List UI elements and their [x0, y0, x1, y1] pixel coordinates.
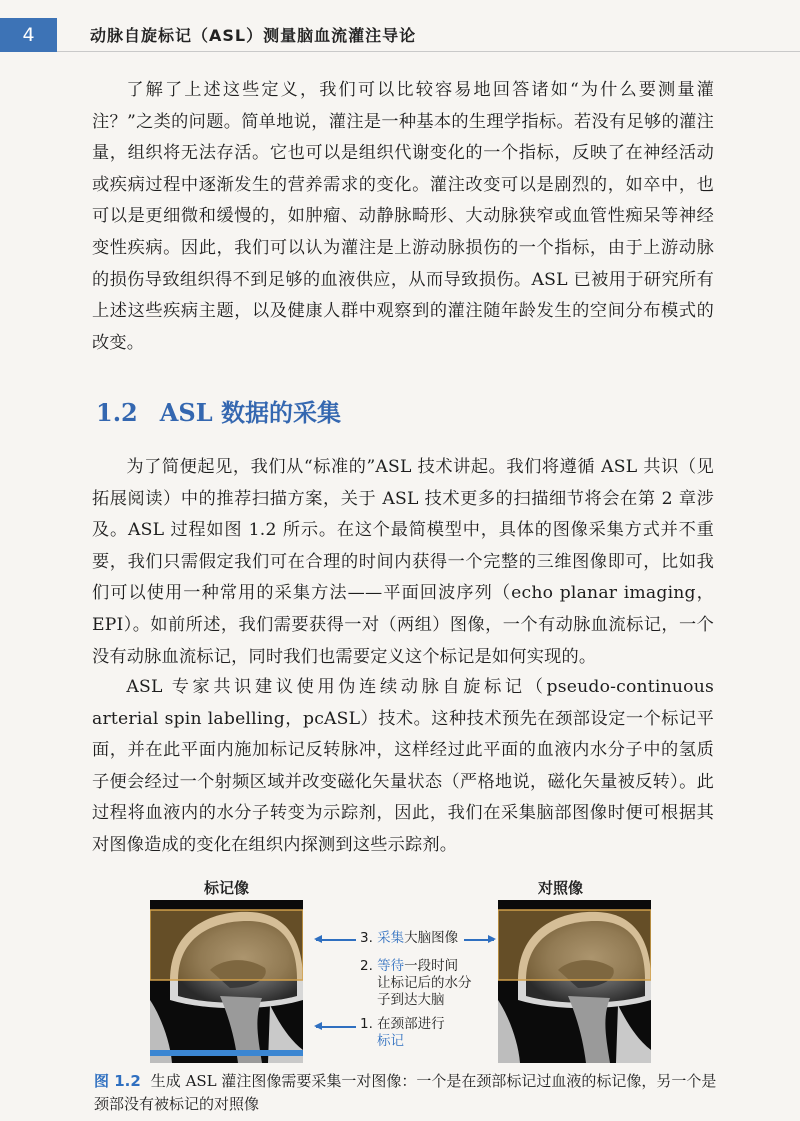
running-title: 动脉自旋标记（ASL）测量脑血流灌注导论 — [90, 26, 417, 45]
step1-arrow — [316, 1026, 356, 1028]
step2-text — [360, 958, 472, 1009]
paragraph-perfusion-definition: 了解了上述这些定义，我们可以比较容易地回答诸如“为什么要测量灌注？”之类的问题。简单地说，灌注是一种基本的生理学指标。若没有足够的灌注量，组织将无法存活。它也可以是组织代谢变化的一个指标，反映了在神经活动或疾病过程中逐渐发生的营养需求的变化。灌注改变可以是剧烈的，如卒中，也可以是更细微和缓慢的，如肿瘤、动静脉畸形、大动脉狭窄或血管性痴呆等神经变性疾病。因此，我们可以认为灌注是上游动脉损伤的一个指标，由于上游动脉的损伤导致组织得不到足够的血液供应，从而导致损伤。ASL 已被用于研究所有上述这些疾病主题，以及健康人群中观察到的灌注随年龄发生的空间分布模式的改变。 — [92, 80, 714, 353]
paragraph-pcasl: ASL 专家共识建议使用伪连续动脉自旋标记（pseudo-continuous arterial spin labelling，pcASL）技术。这种技术预先在颈部设定一个标记平面，并在此平面内施加标记反转脉冲，这样经过此平面的血液内水分子中的氢质子便会经过一个射频区域并改变磁化矢量状态（严格地说，磁化矢量被反转）。此过程将血液内的水分子转变为示踪剂，因此，我们在采集脑部图像时便可根据其对图像造成的变化在组织内探测到这些示踪剂。 — [92, 677, 714, 855]
step3-keyword: 采集 — [377, 930, 405, 946]
step3-text — [360, 930, 458, 947]
step1-text — [360, 1016, 445, 1050]
step3-rest: 大脑图像 — [404, 930, 459, 946]
paragraph-acquisition-intro: 为了简便起见，我们从“标准的”ASL 技术讲起。我们将遵循 ASL 共识（见拓展阅读）中的推荐扫描方案，关于 ASL 技术更多的扫描细节将会在第 2 章涉及。ASL 过程如图 1.2 所示。在这个最简模型中，具体的图像采集方式并不重要，我们只需假定我们可在合理的时间内获得一个完整的三维图像即可，比如我们可以使用一种常用的采集方法——平面回波序列（echo planar imaging，EPI）。如前所述，我们需要获得一对（两组）图像，一个有动脉血流标记，一个没有动脉血流标记，同时我们也需要定义这个标记是如何实现的。 — [92, 457, 714, 667]
page-header — [0, 18, 800, 52]
step3-arrow-right — [464, 939, 494, 941]
step3-arrow-left — [316, 939, 356, 941]
step2-line3: 子到达大脑 — [377, 992, 445, 1008]
section-title: ASL 数据的采集 — [159, 398, 341, 427]
section-heading — [96, 393, 341, 428]
label-image-mri — [150, 900, 303, 1063]
step2-rest: 一段时间 — [404, 958, 459, 974]
figure-1-2 — [150, 873, 650, 1063]
step2-prefix: 2. — [360, 958, 378, 974]
control-image-title: 对照像 — [538, 879, 584, 897]
step3-prefix: 3. — [360, 930, 378, 946]
figure-caption — [94, 1070, 720, 1116]
caption-number: 图 1.2 — [94, 1072, 141, 1090]
caption-text: 生成 ASL 灌注图像需要采集一对图像：一个是在颈部标记过血液的标记像，另一个是颈部没有被标记的对照像 — [94, 1072, 717, 1113]
section-number: 1.2 — [96, 398, 138, 427]
page-number: 4 — [0, 18, 57, 52]
header-divider — [57, 51, 800, 52]
control-image-mri — [498, 900, 651, 1063]
step1-line1: 1. 在颈部进行 — [360, 1016, 445, 1032]
step2-line2: 让标记后的水分 — [377, 975, 472, 991]
step2-keyword: 等待 — [377, 958, 405, 974]
label-image-title: 标记像 — [204, 879, 250, 897]
step1-keyword: 标记 — [377, 1033, 404, 1049]
